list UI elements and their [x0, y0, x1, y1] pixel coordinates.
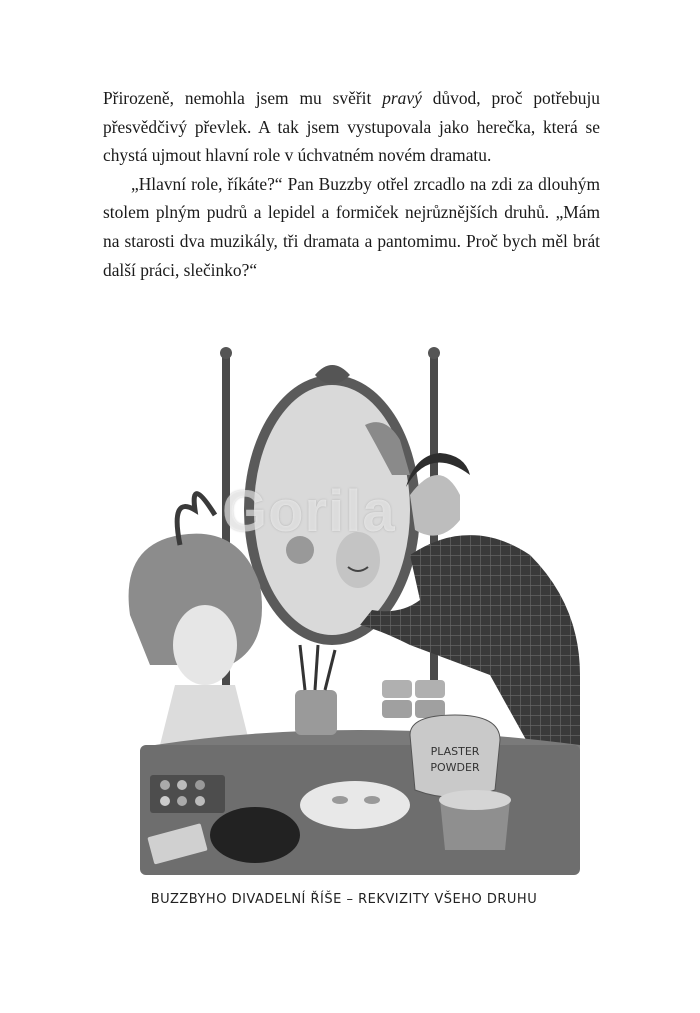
paragraph-1-emphasis: pravý — [382, 88, 422, 108]
plaster-powder-sack — [410, 715, 500, 798]
publisher-watermark: Gorila — [222, 479, 396, 544]
table-sign-caption: BUZZBYHO DIVADELNÍ ŘÍŠE – REKVIZITY VŠEHO DRUHU — [150, 892, 538, 907]
sack-label-line1: PLASTER — [430, 745, 480, 758]
paragraph-1-text-a: Přirozeně, nemohla jsem mu svěřit — [103, 88, 383, 108]
feather-wig-piece — [210, 807, 300, 863]
tins-stack — [382, 680, 445, 718]
paragraph-2: „Hlavní role, říkáte?“ Pan Buzzby otřel zrcadlo na zdi za dlouhým stolem plným pudrů a lepidel a formiček nejrůznějších druhů. „Mám na starosti dva muzikály, tři dramata a pantomimu. Proč bych měl brát další práci, slečinko?“ — [103, 173, 600, 280]
paragraph-1-text-b: důvod, proč potřebuju přesvědčivý převlek. A tak jsem vystupovala jako herečka, která se chystá ujmout hlavní role v úchvatném novém dramatu. — [103, 88, 600, 166]
paste-bowl — [439, 790, 511, 850]
illustration-buzzby-shop — [110, 345, 600, 925]
paragraph-1 — [103, 84, 600, 170]
palette-tray — [150, 775, 225, 813]
face-mask — [300, 781, 410, 829]
brush-pot — [295, 645, 337, 735]
body-text — [103, 84, 600, 284]
sack-label-line2: POWDER — [430, 761, 480, 774]
